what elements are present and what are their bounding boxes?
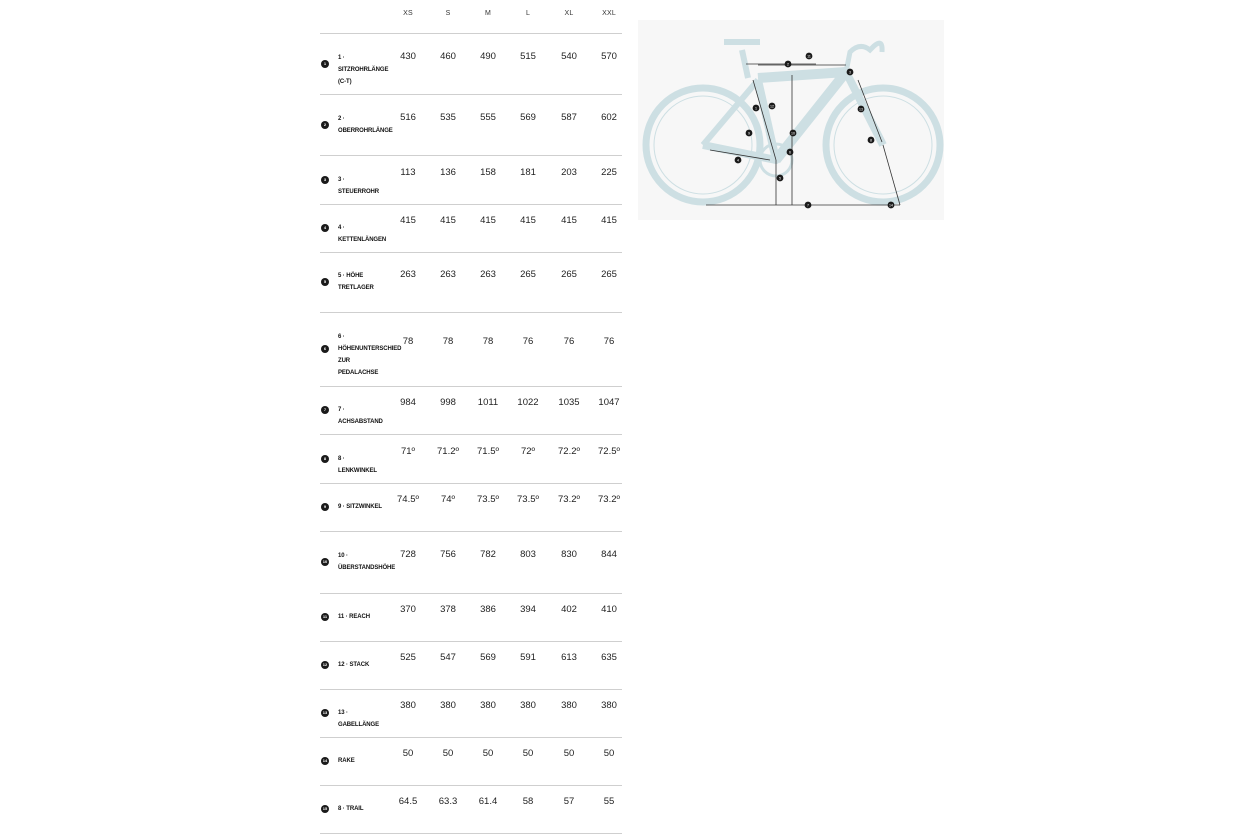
table-row: [320, 252, 622, 313]
row-number-badge: 14: [322, 758, 328, 763]
diagram-marker: [753, 105, 760, 112]
row-value: 113: [400, 166, 416, 178]
row-number-badge: 2: [321, 121, 329, 129]
marker-number: 12: [770, 104, 774, 109]
table-row: [320, 785, 622, 834]
row-value: 50: [482, 748, 494, 759]
table-row: [320, 204, 622, 253]
table-row: [320, 689, 622, 738]
size-header: L: [525, 10, 531, 17]
size-header: XL: [564, 10, 574, 17]
row-value: 158: [480, 166, 496, 178]
row-label: 1 · SITZROHRLÄNGE (C-T): [338, 54, 389, 85]
diagram-marker: [746, 130, 753, 137]
row-value: 225: [601, 166, 617, 178]
diagram-marker: [790, 130, 797, 137]
diagram-marker: [787, 149, 794, 156]
row-value: 50: [603, 748, 615, 759]
row-number-badge: 11: [322, 614, 328, 619]
row-value: 265: [561, 269, 577, 280]
marker-number: 3: [849, 70, 851, 75]
size-header-row: [320, 0, 622, 34]
row-value: 263: [400, 269, 416, 280]
row-value: 460: [440, 50, 456, 62]
row-label: 6 · HÖHENUNTERSCHIED ZUR PEDALACHSE: [338, 334, 402, 376]
marker-number: 8: [870, 138, 872, 143]
marker-number: 14: [889, 203, 893, 208]
table-row: [320, 434, 622, 484]
row-label: 12 · STACK: [338, 662, 370, 668]
table-row: [320, 641, 622, 690]
marker-number: 10: [791, 131, 795, 136]
row-label: 3 · STEUERROHR: [338, 176, 380, 195]
marker-number: 4: [737, 158, 739, 163]
row-value: 386: [480, 604, 496, 615]
row-value: 415: [520, 215, 536, 226]
row-value: 78: [482, 336, 494, 347]
size-header: M: [484, 10, 492, 17]
diagram-marker: [777, 175, 784, 182]
marker-number: 11: [807, 54, 811, 59]
row-value: 57: [563, 796, 575, 807]
row-label: 9 · SITZWINKEL: [338, 504, 382, 510]
row-value: 569: [480, 652, 496, 663]
size-header: S: [445, 10, 451, 17]
row-label: 8 · TRAIL: [338, 806, 364, 812]
bike-geometry-diagram: [638, 20, 944, 220]
row-value: 569: [520, 111, 536, 123]
row-number-badge: 9: [321, 503, 329, 511]
row-value: 265: [520, 269, 536, 280]
row-label: 4 · KETTENLÄNGEN: [338, 225, 387, 243]
row-value: 50: [563, 748, 575, 759]
diagram-marker: [785, 61, 792, 68]
row-value: 515: [520, 50, 536, 62]
row-number-badge: 8: [321, 455, 329, 463]
row-value: 728: [400, 549, 416, 560]
row-value: 635: [601, 652, 617, 663]
row-number-badge: 7: [321, 406, 329, 414]
marker-number: 6: [789, 150, 791, 155]
marker-number: 5: [779, 176, 781, 181]
row-value: 430: [400, 50, 416, 62]
row-label: 7 · ACHSABSTAND: [338, 407, 383, 425]
row-number-badge: 4: [321, 224, 329, 232]
size-header: XS: [403, 10, 413, 17]
row-value: 394: [520, 604, 536, 615]
row-value: 1011: [477, 397, 499, 408]
row-value: 380: [601, 700, 617, 711]
size-header: XXL: [602, 10, 616, 17]
row-value: 78: [402, 336, 414, 347]
row-value: 73.2º: [558, 494, 580, 505]
row-label: RAKE: [338, 758, 355, 764]
row-value: 984: [400, 397, 416, 408]
row-value: 415: [561, 215, 577, 226]
row-value: 490: [480, 50, 496, 62]
row-number-badge: 12: [322, 662, 328, 667]
row-value: 72º: [520, 445, 536, 457]
row-value: 370: [400, 604, 416, 615]
row-label: 10 · ÜBERSTANDSHÖHE: [338, 553, 396, 571]
row-value: 591: [520, 652, 536, 663]
diagram-marker: [847, 69, 854, 76]
row-value: 50: [402, 748, 414, 759]
row-value: 602: [601, 111, 617, 123]
marker-number: 7: [807, 203, 809, 208]
table-row: [320, 483, 622, 532]
diagram-marker: [769, 103, 776, 110]
row-value: 547: [440, 652, 456, 663]
row-number-badge: 3: [321, 176, 329, 184]
row-value: 415: [601, 215, 617, 226]
row-value: 378: [440, 604, 456, 615]
row-value: 71.2º: [437, 445, 459, 457]
table-row: [320, 33, 622, 95]
row-value: 136: [440, 166, 456, 178]
row-number-badge: 5: [321, 278, 329, 286]
row-value: 1022: [517, 397, 539, 408]
row-value: 203: [561, 166, 577, 178]
diagram-marker: [735, 157, 742, 164]
table-row: [320, 312, 622, 387]
diagram-marker: [858, 106, 865, 113]
row-value: 74º: [440, 494, 456, 505]
row-label: 8 · LENKWINKEL: [338, 455, 377, 474]
row-value: 71.5º: [477, 445, 499, 457]
diagram-marker: [806, 53, 813, 60]
row-value: 587: [561, 111, 577, 123]
row-value: 535: [440, 111, 456, 123]
row-label: 13 · GABELLÄNGE: [338, 710, 380, 728]
row-value: 1035: [558, 397, 580, 408]
row-value: 540: [561, 50, 577, 62]
row-value: 998: [440, 397, 456, 408]
row-value: 516: [400, 111, 416, 123]
row-number-badge: 6: [321, 345, 329, 353]
row-value: 263: [480, 269, 496, 280]
row-value: 380: [400, 700, 416, 711]
row-value: 844: [601, 549, 617, 560]
row-value: 181: [520, 166, 536, 178]
row-value: 830: [561, 549, 577, 560]
row-value: 73.5º: [477, 494, 499, 505]
row-value: 555: [480, 111, 496, 123]
row-value: 74.5º: [397, 494, 419, 505]
table-row: [320, 155, 622, 205]
table-row: [320, 593, 622, 642]
row-label: 5 · HÖHE TRETLAGER: [338, 273, 374, 291]
row-value: 380: [480, 700, 496, 711]
row-value: 50: [442, 748, 454, 759]
row-value: 756: [440, 549, 456, 560]
row-value: 525: [400, 652, 416, 663]
table-row: [320, 94, 622, 156]
marker-number: 1: [755, 106, 757, 111]
diagram-marker: [868, 137, 875, 144]
row-value: 58: [522, 796, 534, 807]
row-value: 76: [522, 336, 534, 347]
marker-number: 13: [859, 107, 863, 112]
row-value: 782: [480, 549, 496, 560]
row-value: 55: [603, 796, 615, 807]
row-value: 415: [480, 215, 496, 226]
row-value: 50: [522, 748, 534, 759]
row-value: 64.5: [398, 796, 418, 807]
diagram-marker: [888, 202, 895, 209]
row-value: 570: [601, 50, 617, 62]
row-value: 263: [440, 269, 456, 280]
row-value: 76: [563, 336, 575, 347]
row-value: 73.5º: [517, 494, 539, 505]
marker-number: 2: [787, 62, 789, 67]
marker-number: 9: [748, 131, 750, 136]
row-value: 613: [561, 652, 577, 663]
row-value: 63.3: [438, 796, 458, 807]
geometry-table: [320, 0, 622, 812]
row-value: 380: [440, 700, 456, 711]
row-value: 380: [520, 700, 536, 711]
row-number-badge: 1: [321, 60, 329, 68]
table-row: [320, 531, 622, 594]
row-value: 803: [520, 549, 536, 560]
diagram-marker: [805, 202, 812, 209]
row-value: 265: [601, 269, 617, 280]
row-value: 61.4: [478, 796, 498, 807]
table-row: [320, 386, 622, 435]
row-value: 72.5º: [598, 445, 620, 457]
row-value: 380: [561, 700, 577, 711]
row-value: 415: [440, 215, 456, 226]
row-number-badge: 10: [322, 559, 328, 564]
row-value: 71º: [400, 445, 416, 457]
row-label: 2 · OBERROHRLÄNGE: [338, 115, 393, 134]
row-value: 415: [400, 215, 416, 226]
row-number-badge: 13: [322, 710, 328, 715]
row-value: 78: [442, 336, 454, 347]
row-value: 402: [561, 604, 577, 615]
row-value: 72.2º: [558, 445, 580, 457]
row-value: 1047: [598, 397, 620, 408]
row-value: 73.2º: [598, 494, 620, 505]
table-row: [320, 737, 622, 786]
row-value: 76: [603, 336, 615, 347]
row-number-badge: 15: [322, 806, 328, 811]
row-label: 11 · REACH: [338, 614, 371, 620]
row-value: 410: [601, 604, 617, 615]
